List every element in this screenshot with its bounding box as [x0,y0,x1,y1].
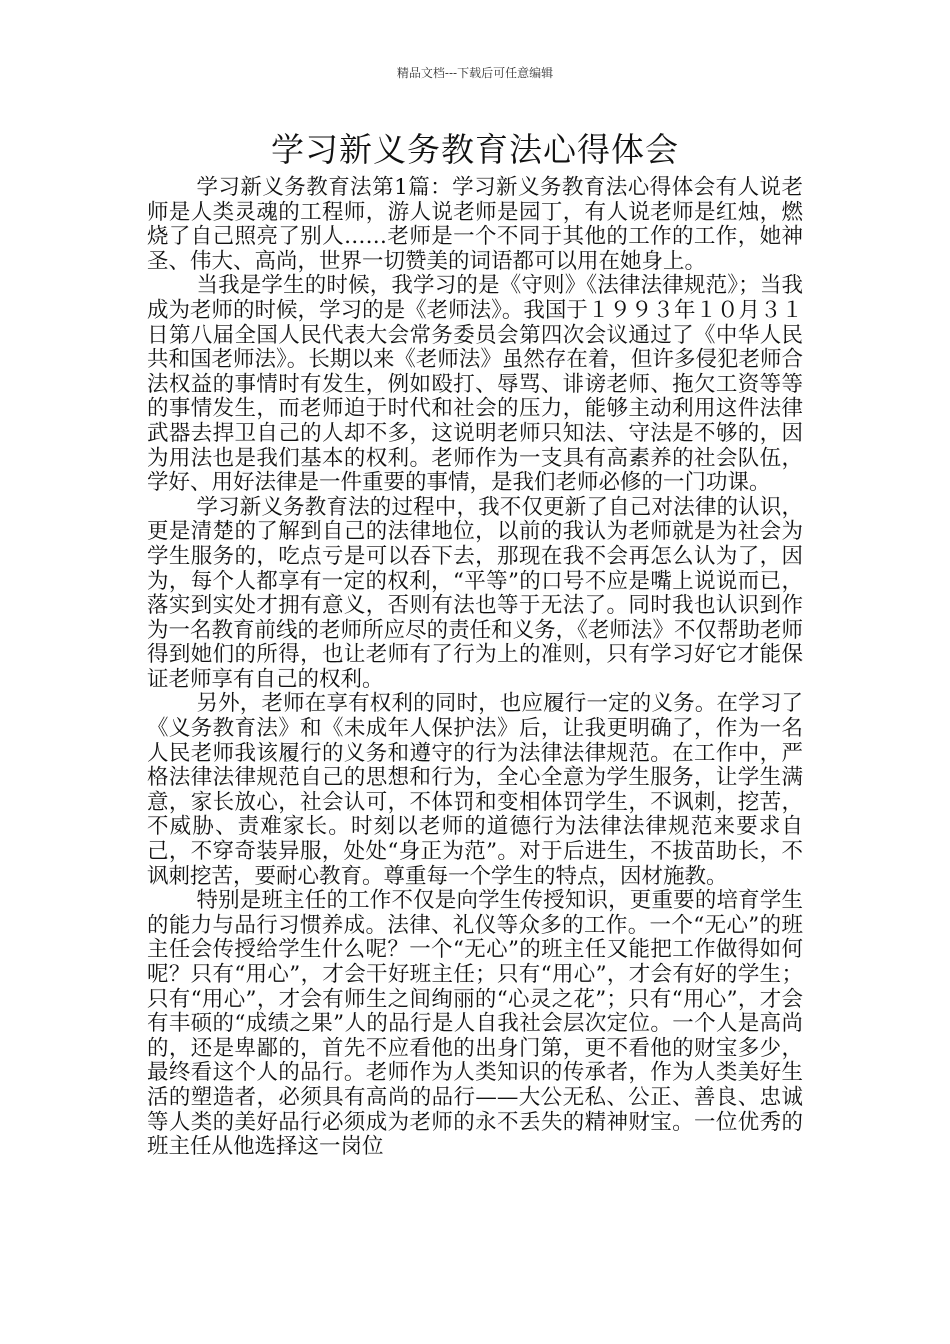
paragraph: 特别是班主任的工作不仅是向学生传授知识，更重要的培育学生的能力与品行习惯养成。法律、礼仪等众多的工作。一个“无心”的班主任会传授给学生什么呢？一个“无心”的班主任又能把工作做得如何呢？只有“用心”，才会干好班主任；只有“用心”，才会有好的学生；只有“用心”，才会有师生之间绚丽的“心灵之花”；只有“用心”，才会有丰硕的“成绩之果”人的品行是人自我社会层次定位。一个人是高尚的，还是卑鄙的，首先不应看他的出身门第，更不看他的财宝多少，最终看这个人的品行。老师作为人类知识的传承者，作为人类美好生活的塑造者，必须具有高尚的品行——大公无私、公正、善良、忠诚等人类的美好品行必须成为老师的永不丢失的精神财宝。一位优秀的班主任从他选择这一岗位 [147,888,803,1160]
paragraph: 学习新义务教育法第1篇：学习新义务教育法心得体会有人说老师是人类灵魂的工程师，游人说老师是园丁，有人说老师是红烛，燃烧了自己照亮了别人……老师是一个不同于其他的工作的工作，她神圣、伟大、高尚，世界一切赞美的词语都可以用在她身上。 [147,175,803,274]
paragraph: 学习新义务教育法的过程中，我不仅更新了自己对法律的认识，更是清楚的了解到自己的法律地位，以前的我认为老师就是为社会为学生服务的，吃点亏是可以吞下去，那现在我不会再怎么认为了，因为，每个人都享有一定的权利，“平等”的口号不应是嘴上说说而已，落实到实处才拥有意义，否则有法也等于无法了。同时我也认识到作为一名教育前线的老师所应尽的责任和义务，《老师法》不仅帮助老师得到她们的所得，也让老师有了行为上的准则，只有学习好它才能保证老师享有自己的权利。 [147,494,803,692]
document-body [147,176,803,1160]
document-title: 学习新义务教育法心得体会 [271,130,679,169]
page-header: 精品文档---下载后可任意编辑 [396,66,554,80]
paragraph: 当我是学生的时候，我学习的是《守则》《法律法律规范》；当我成为老师的时候，学习的是《老师法》。我国于１９９３年１０月３１日第八届全国人民代表大会常务委员会第四次会议通过了《中华人民共和国老师法》。长期以来《老师法》虽然存在着，但许多侵犯老师合法权益的事情时有发生，例如殴打、辱骂、诽谤老师、拖欠工资等等的事情发生，而老师迫于时代和社会的压力，能够主动利用这件法律武器去捍卫自己的人却不多，这说明老师只知法、守法是不够的，因为用法也是我们基本的权利。老师作为一支具有高素养的社会队伍，学好、用好法律是一件重要的事情，是我们老师必修的一门功课。 [147,273,803,496]
paragraph: 另外，老师在享有权利的同时，也应履行一定的义务。在学习了《义务教育法》和《未成年人保护法》后，让我更明确了，作为一名人民老师我该履行的义务和遵守的行为法律法律规范。在工作中，严格法律法律规范自己的思想和行为，全心全意为学生服务，让学生满意，家长放心，社会认可，不体罚和变相体罚学生，不讽刺，挖苦，不威胁、责难家长。时刻以老师的道德行为法律法律规范来要求自己，不穿奇装异服，处处“身正为范”。对于后进生，不拔苗助长，不讽刺挖苦，要耐心教育。尊重每一个学生的特点，因材施教。 [147,691,803,889]
